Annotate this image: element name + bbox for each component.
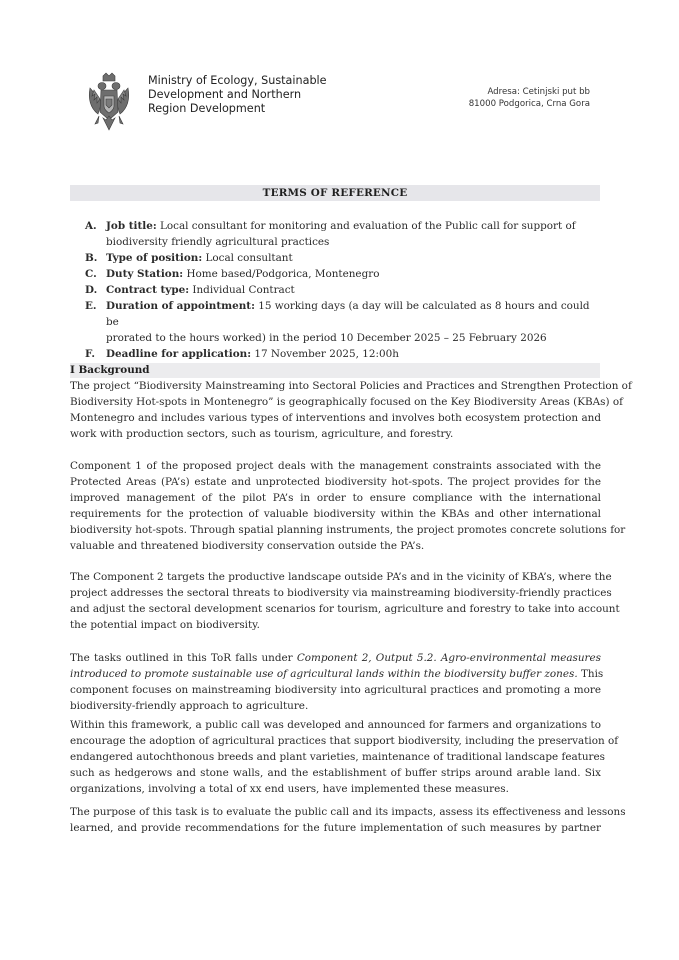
paragraph-line: Biodiversity Hot-spots in Montenegro” is geographically focused on the Key Biodiversity Areas (KBAs) of [70, 396, 623, 408]
paragraph [70, 650, 604, 714]
coat-of-arms-icon [86, 72, 132, 134]
paragraph-line [70, 666, 604, 682]
paragraph-line: component focuses on mainstreaming biodiversity into agricultural practices and promoting a more [70, 684, 601, 696]
paragraph-line: learned, and provide recommendations for the future implementation of such measures by partner [70, 822, 601, 834]
item-label: Duration of appointment: [106, 300, 255, 312]
item-value: Local consultant for monitoring and evaluation of the Public call for support of [159, 220, 576, 232]
item-value: Local consultant [205, 252, 293, 264]
paragraph [70, 804, 626, 836]
text-run: This [577, 668, 604, 680]
item-value: prorated to the hours worked) in the period 10 December 2025 – 25 February 2026 [106, 332, 547, 344]
paragraph-line: and adjust the sectoral development scenarios for tourism, agriculture and forestry to take into account [70, 603, 620, 615]
paragraph-line: requirements for the protection of valuable biodiversity within the KBAs and other international [70, 508, 601, 520]
paragraph [70, 458, 626, 554]
job-details-list [85, 218, 603, 362]
item-letter: D. [85, 284, 98, 296]
address-line: 81000 Podgorica, Crna Gora [468, 99, 590, 109]
paragraph-line: encourage the adoption of agricultural practices that support biodiversity, including the preservation of [70, 735, 619, 747]
item-letter: E. [85, 300, 97, 312]
job-item [85, 266, 603, 282]
paragraph-line: such as hedgerows and stone walls, and the establishment of buffer strips around arable land. Six [70, 767, 601, 779]
job-item [85, 282, 603, 298]
paragraph-line [70, 650, 601, 666]
item-value: biodiversity friendly agricultural practices [106, 236, 330, 248]
item-value: 15 working days (a day will be calculated as 8 hours and could be [106, 300, 590, 328]
item-letter: A. [85, 220, 97, 232]
ministry-line: Development and Northern [148, 88, 302, 101]
paragraph-line: the potential impact on biodiversity. [70, 619, 260, 631]
paragraph-line: Within this framework, a public call was developed and announced for farmers and organizations to [70, 719, 601, 731]
item-label: Duty Station: [106, 268, 184, 280]
paragraph [70, 569, 620, 633]
paragraph-line: Montenegro and includes various types of interventions and involves both ecosystem protection and [70, 412, 601, 424]
item-label: Contract type: [106, 284, 190, 296]
paragraph-line: improved management of the pilot PA’s in order to ensure compliance with the international [70, 492, 601, 504]
italic-run: Component 2, Output 5.2. Agro-environmental measures [296, 652, 602, 664]
address-line: Adresa: Cetinjski put bb [487, 87, 590, 97]
section-title: I Background [70, 364, 150, 376]
paragraph-line: endangered autochthonous breeds and plant varieties, maintenance of traditional landscape features [70, 751, 605, 763]
item-letter: C. [85, 268, 97, 280]
item-label: Job title: [106, 220, 157, 232]
paragraph-line: Component 1 of the proposed project deals with the management constraints associated with the [70, 460, 601, 472]
paragraph-line: valuable and threatened biodiversity conservation outside the PA’s. [70, 540, 425, 552]
item-letter: F. [85, 348, 95, 360]
paragraph-line: biodiversity hot-spots. Through spatial planning instruments, the project promotes concrete solutions for [70, 524, 626, 536]
ministry-line: Ministry of Ecology, Sustainable [148, 74, 327, 87]
job-item [85, 298, 603, 346]
paragraph-line: organizations, involving a total of xx end users, have implemented these measures. [70, 783, 509, 795]
paragraph-line: The project “Biodiversity Mainstreaming into Sectoral Policies and Practices and Strengthen Protection of [70, 380, 632, 392]
paragraph-line: The purpose of this task is to evaluate the public call and its impacts, assess its effectiveness and lessons [70, 806, 626, 818]
italic-run: introduced to promote sustainable use of agricultural lands within the biodiversity buffer zones. [70, 668, 578, 680]
paragraph-line: The Component 2 targets the productive landscape outside PA’s and in the vicinity of KBA’s, where the [70, 571, 612, 583]
paragraph-line: biodiversity-friendly approach to agriculture. [70, 700, 309, 712]
address-block [410, 86, 590, 110]
job-item [85, 218, 603, 250]
item-label: Deadline for application: [106, 348, 252, 360]
item-value: Home based/Podgorica, Montenegro [186, 268, 380, 280]
ministry-line: Region Development [148, 102, 266, 115]
job-item [85, 250, 603, 266]
item-label: Type of position: [106, 252, 203, 264]
paragraph-line: Protected Areas (PA’s) estate and unprotected biodiversity hot-spots. The project provides for the [70, 476, 601, 488]
paragraph [70, 378, 632, 442]
item-value: Individual Contract [192, 284, 295, 296]
paragraph [70, 717, 619, 797]
paragraph-line: project addresses the sectoral threats to biodiversity via mainstreaming biodiversity-friendly practices [70, 587, 612, 599]
item-value: 17 November 2025, 12:00h [254, 348, 399, 360]
item-letter: B. [85, 252, 98, 264]
terms-of-reference-title: TERMS OF REFERENCE [70, 185, 600, 201]
text-run: The tasks outlined in this ToR falls under [70, 652, 297, 664]
job-item [85, 346, 603, 362]
paragraph-line: work with production sectors, such as tourism, agriculture, and forestry. [70, 428, 454, 440]
ministry-name [148, 74, 348, 116]
